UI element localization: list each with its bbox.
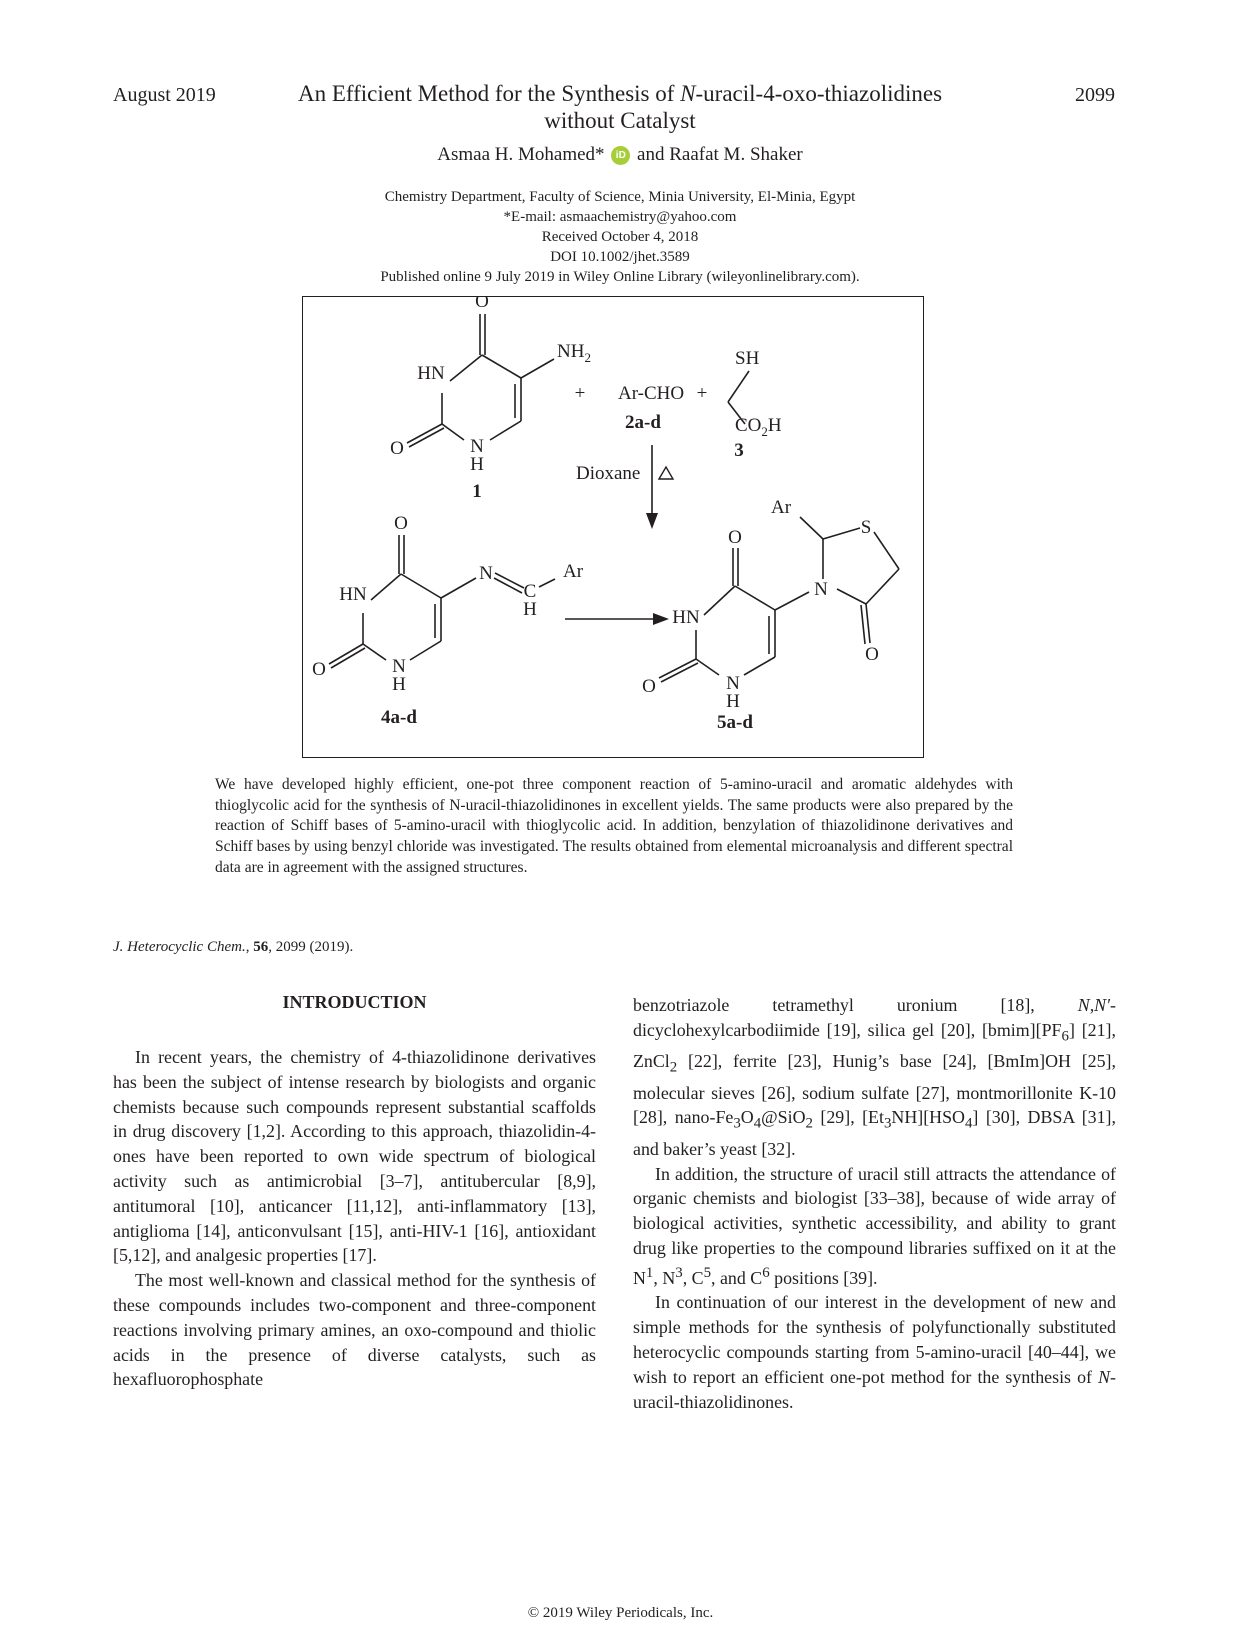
text-sup: 1 (645, 1264, 654, 1281)
citation-journal: J. Heterocyclic Chem. (113, 939, 246, 955)
text-span: positions [39]. (769, 1267, 878, 1288)
text-span: O (740, 1107, 754, 1128)
c3-co2-sub: 2 (761, 424, 768, 439)
c1-hn: HN (417, 363, 445, 384)
title-line1-pre: An Efficient Method for the Synthesis of (297, 81, 681, 106)
c5-h: H (726, 691, 740, 712)
text-sub: 2 (669, 1059, 678, 1076)
section-heading-introduction: INTRODUCTION (282, 992, 427, 1012)
title-line2: without Catalyst (544, 108, 696, 133)
text-span: ] [21], ZnCl (633, 1019, 1116, 1072)
c3-co: CO (735, 415, 762, 436)
journal-citation (113, 939, 353, 956)
c5-oxo-o2: O (642, 676, 656, 697)
c4-h: H (392, 674, 406, 695)
condition-dioxane: Dioxane (576, 463, 641, 484)
text-span: , C (682, 1267, 704, 1288)
c5-hn: HN (672, 607, 700, 628)
label-5a-d: 5a-d (717, 712, 753, 733)
c4-imine-c: C (523, 581, 537, 602)
citation-volume: 56 (253, 939, 269, 955)
c1-nh2 (557, 341, 591, 365)
c1-nh2-sub: 2 (584, 350, 591, 365)
received-date: Received October 4, 2018 (541, 229, 699, 245)
intro-paragraph-4 (633, 1290, 1116, 1414)
published-online: Published online 9 July 2019 in Wiley Online Library (wileyonlinelibrary.com). (380, 269, 860, 285)
abstract: We have developed highly efficient, one-pot three component reaction of 5-amino-uracil and aromatic aldehydes with thioglycolic acid for the synthesis of N-uracil-thiazolidinones in excellent yields. The same products were also prepared by the reaction of Schiff bases of 5-amino-uracil with thioglycolic acid. In addition, benzylation of thiazolidinone derivatives and Schiff bases by using benzyl chloride was investigated. The results obtained from elemental microanalysis and different spectral data are in agreement with the assigned structures. (215, 776, 1013, 876)
orcid-icon[interactable]: iD (611, 146, 630, 165)
page-number: 2099 (1075, 84, 1115, 106)
text-span: , and C (711, 1267, 763, 1288)
c1-nh: NH (557, 341, 585, 362)
label-3: 3 (734, 440, 744, 461)
text-span: benzotriazole tetramethyl uronium [18], (633, 995, 1078, 1015)
label-1: 1 (472, 481, 482, 502)
title-line1-post: -uracil-4-oxo-thiazolidines (695, 81, 943, 106)
c1-oxo-o2: O (390, 438, 404, 459)
plus-1: + (574, 383, 586, 404)
c1-oxo-o: O (475, 297, 489, 312)
reagent-archo: Ar-CHO (618, 383, 685, 404)
c5-thiazolidinone-n: N (814, 579, 828, 600)
text-italic: N,N′ (1077, 995, 1111, 1015)
header-date: August 2019 (113, 84, 216, 106)
title-line1-italic: N (680, 81, 696, 106)
intro-paragraph-2: The most well-known and classical method for the synthesis of these compounds includes two-component and three-component reactions involving primary amines, an oxo-compound and thiolic acids in the presence of diverse catalysts, such as hexafluorophosphate (113, 1270, 596, 1390)
c5-oxo-o: O (728, 527, 742, 548)
text-span: -dicyclohexylcarbodiimide [19], silica gel [20], [bmim][PF (633, 995, 1116, 1040)
body-column-right (633, 993, 1116, 1414)
text-span: [29], [Et (812, 1107, 884, 1128)
c4-ar: Ar (562, 561, 584, 582)
c1-h: H (470, 454, 484, 475)
c3-h: H (767, 415, 782, 436)
reaction-scheme (302, 296, 924, 758)
author-1: Asmaa H. Mohamed* (437, 144, 605, 165)
text-span: -uracil-thiazolidinones. (633, 1366, 1116, 1412)
plus-2: + (696, 383, 708, 404)
label-4a-d: 4a-d (381, 707, 417, 728)
c5-n: N (726, 673, 740, 694)
text-span: , N (653, 1267, 676, 1288)
c5-thiazolidinone-s: S (860, 517, 872, 538)
reaction-scheme-drawing (303, 297, 923, 757)
doi[interactable]: DOI 10.1002/jhet.3589 (550, 249, 690, 265)
text-span: In continuation of our interest in the development of new and simple methods for the synthesis of polyfunctionally substituted heterocyclic compounds starting from 5-amino-uracil [40–44], we wish to report an efficient one-pot method for the synthesis of (633, 1292, 1116, 1387)
heat-triangle-icon (659, 467, 673, 479)
c4-n: N (392, 656, 406, 677)
c5-thiazolidinone-o: O (865, 644, 879, 665)
body-column-left (113, 1045, 596, 1392)
affiliation-email[interactable]: *E-mail: asmaachemistry@yahoo.com (503, 209, 737, 225)
text-span: NH][HSO (891, 1107, 965, 1128)
citation-sep: , (245, 939, 254, 955)
c4-oxo-o2: O (312, 659, 326, 680)
text-sup: 3 (675, 1264, 683, 1281)
text-sup: 6 (762, 1264, 770, 1281)
copyright-footer: © 2019 Wiley Periodicals, Inc. (527, 1605, 714, 1621)
text-span: @SiO (761, 1107, 806, 1128)
text-span: ] [30], DBSA [31], and baker’s yeast [32]. (633, 1107, 1116, 1159)
author-list (250, 144, 990, 166)
c4-imine-h: H (523, 599, 537, 620)
text-sub: 3 (883, 1115, 892, 1132)
text-sub: 2 (805, 1115, 813, 1132)
affiliation-department: Chemistry Department, Faculty of Science, Minia University, El-Minia, Egypt (384, 189, 856, 205)
affiliation-block (250, 187, 990, 287)
c5-ar: Ar (770, 497, 792, 518)
author-connector: and Raafat M. Shaker (632, 144, 803, 165)
text-span: In addition, the structure of uracil still attracts the attendance of organic chemists and biologist [33–38], because of wide array of biological activities, synthetic accessibility, and ability to grant drug like properties to the compound libraries suffixed on it at the N (633, 1163, 1116, 1288)
text-sub: 3 (733, 1115, 741, 1132)
text-sub: 4 (964, 1115, 973, 1132)
text-sub: 6 (1061, 1028, 1069, 1045)
c1-n: N (470, 436, 484, 457)
intro-paragraph-1: In recent years, the chemistry of 4-thiazolidinone derivatives has been the subject of intense research by biologists and organic chemists because such compounds represent substantial scaffolds in drug discovery [1,2]. According to this approach, thiazolidin-4-ones have been reported to own wide spectrum of biological activity such as antimicrobial [3–7], antitubercular [8,9], antitumoral [10], anticancer [11,12], anti-inflammatory [13], antiglioma [14], anticonvulsant [15], anti-HIV-1 [16], antioxidant [5,12], and analgesic properties [17]. (113, 1047, 596, 1266)
c4-imine-n: N (479, 563, 493, 584)
c3-sh: SH (735, 348, 760, 369)
text-sub: 4 (753, 1115, 762, 1132)
intro-paragraph-2-continued (633, 993, 1116, 1162)
c4-hn: HN (339, 584, 367, 605)
citation-rest: , 2099 (2019). (268, 939, 354, 955)
text-sup: 5 (703, 1264, 712, 1281)
text-italic: N (1098, 1366, 1111, 1387)
label-2a-d: 2a-d (625, 412, 661, 433)
intro-paragraph-3 (633, 1162, 1116, 1291)
c3-co2h (735, 415, 782, 439)
text-span: [22], ferrite [23], Hunig’s base [24], [BmIm]OH [25], molecular sieves [26], sodium sulfate [27], montmorillonite K-10 [28], nano-Fe (633, 1051, 1116, 1128)
article-title (250, 80, 990, 134)
c4-oxo-o: O (394, 513, 408, 534)
